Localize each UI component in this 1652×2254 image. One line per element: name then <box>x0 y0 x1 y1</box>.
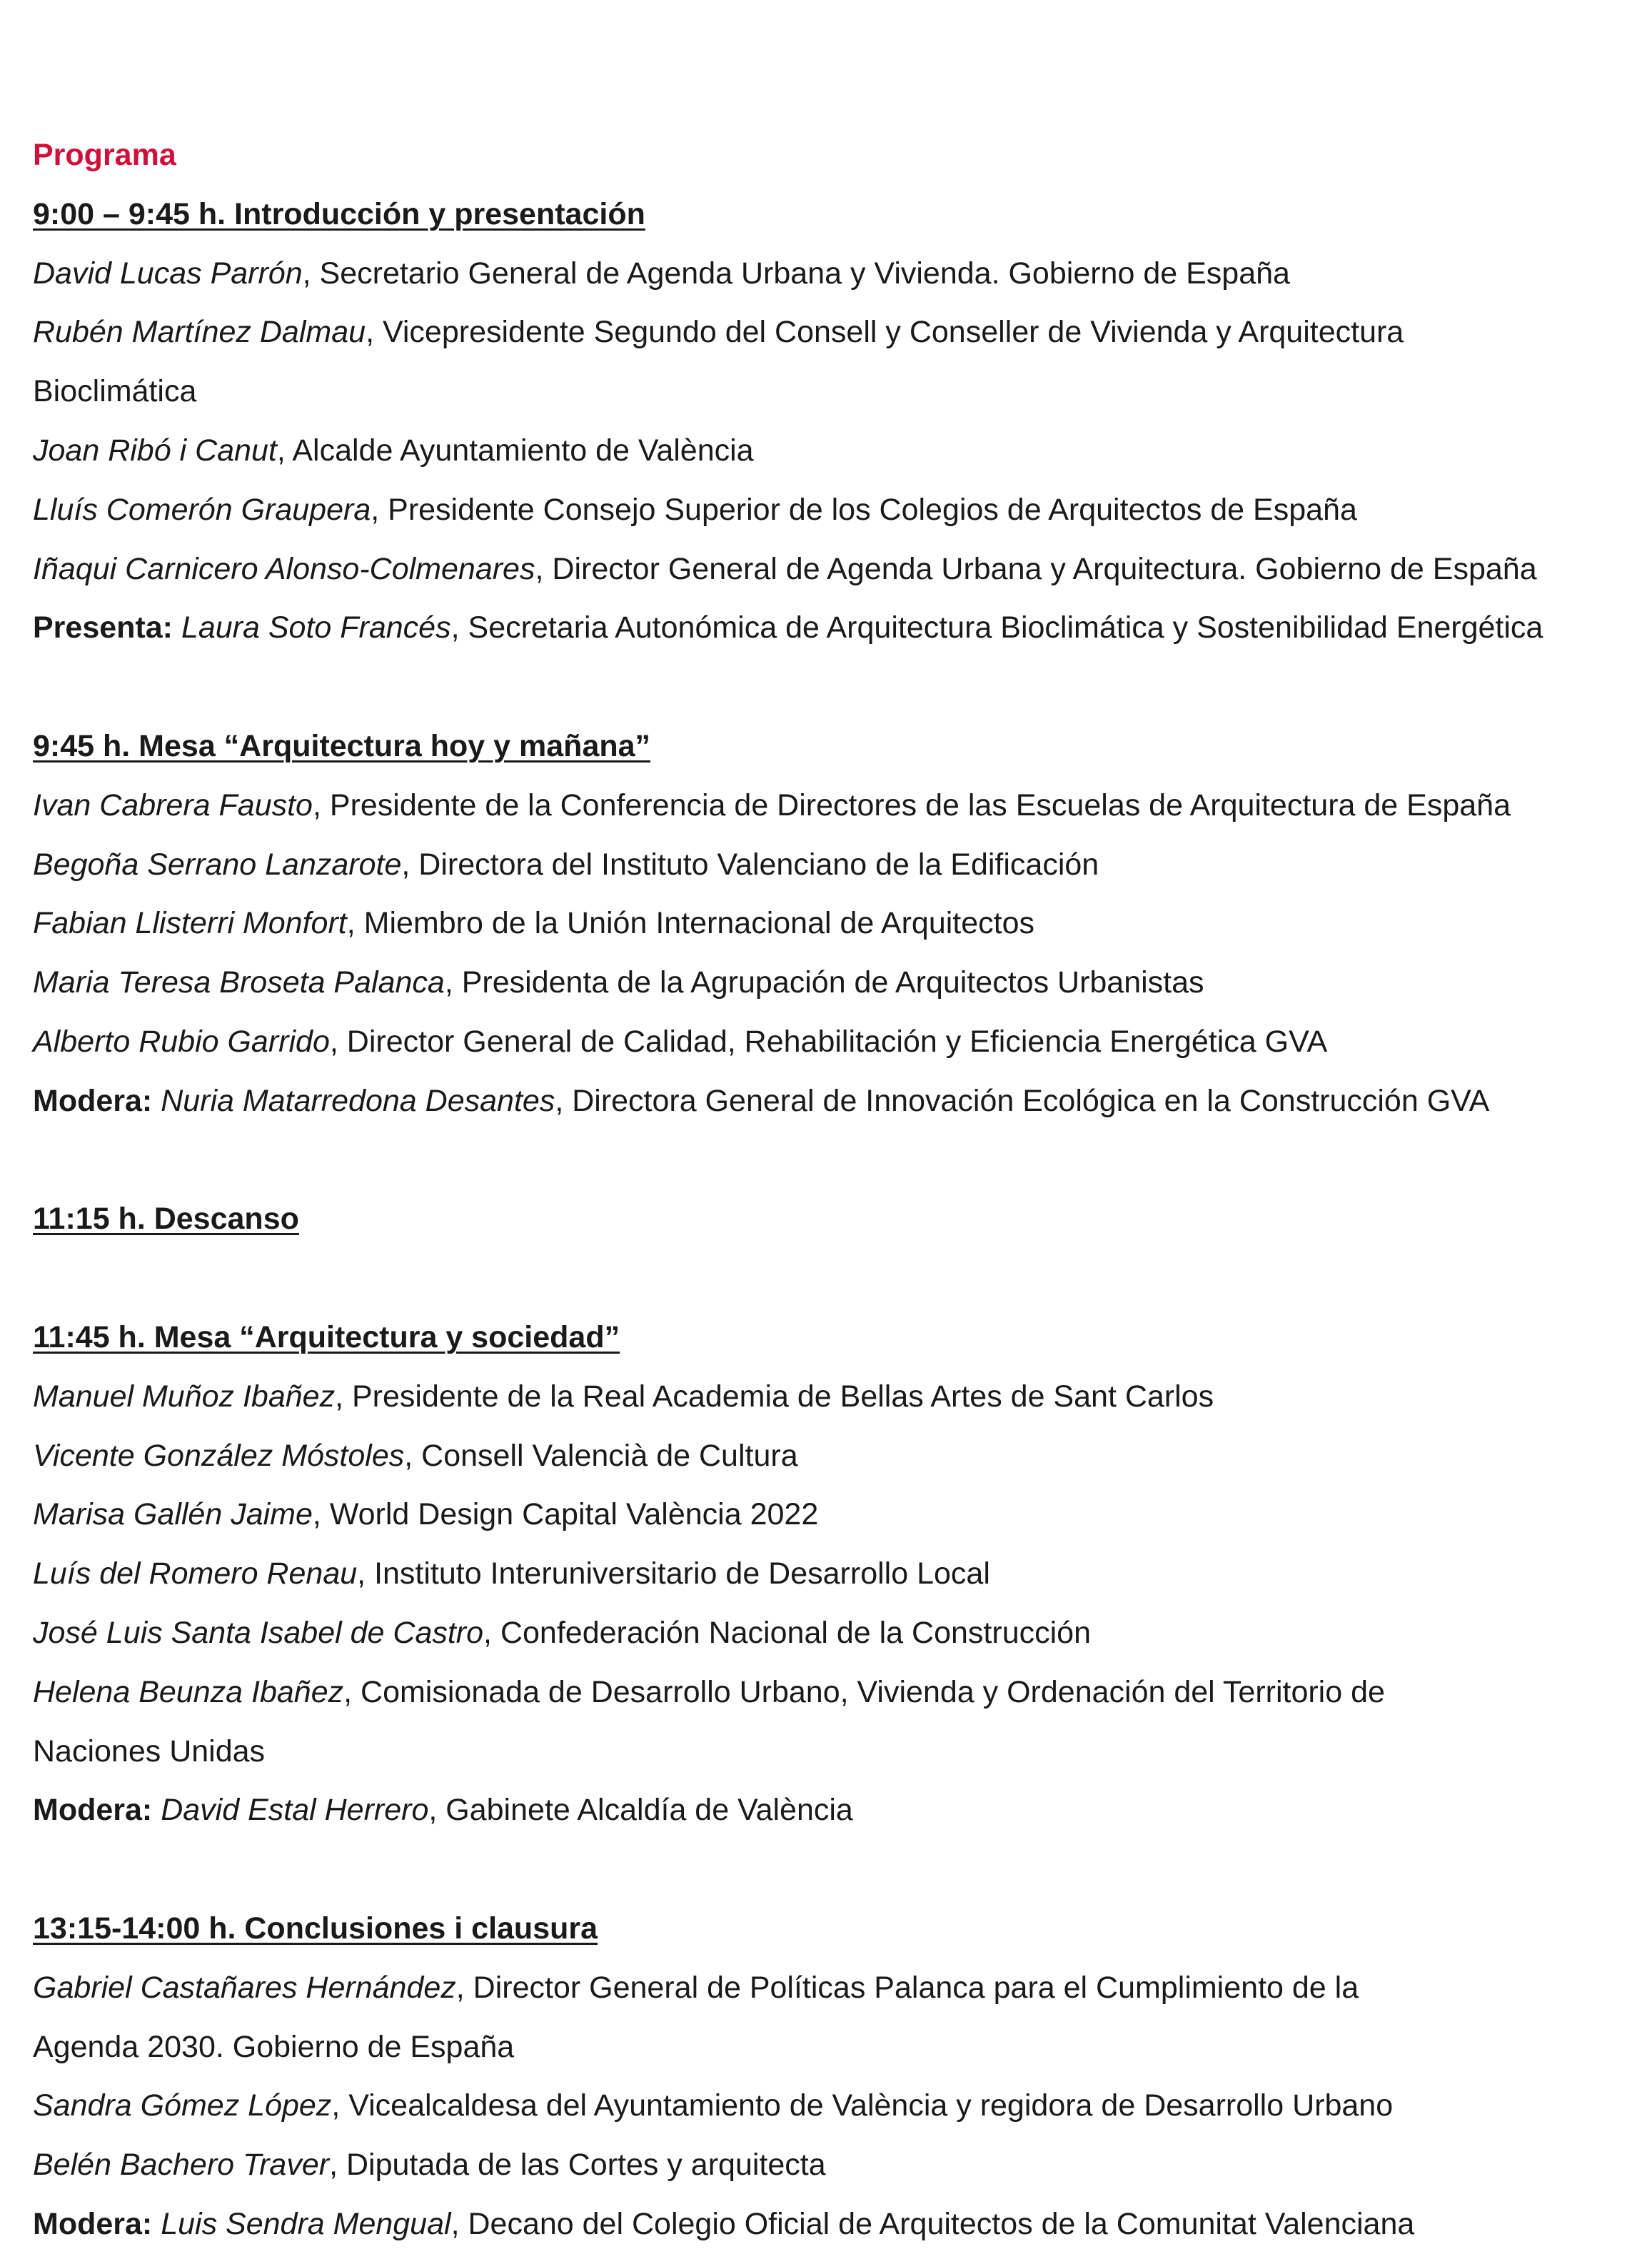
speaker-name: Gabriel Castañares Hernández <box>33 1970 456 2005</box>
speaker-entry: Vicente González Móstoles, Consell Valencià de Cultura <box>33 1438 798 1473</box>
speaker-role: Presidente de la Conferencia de Directores de las Escuelas de Arquitectura de España <box>329 788 1511 822</box>
speaker-name: Vicente González Móstoles <box>33 1438 405 1473</box>
moderator-label: Modera: <box>33 1793 153 1828</box>
section-heading: 11:15 h. Descanso <box>33 1202 299 1237</box>
speaker-entry: Lluís Comerón Graupera, Presidente Consejo Superior de los Colegios de Arquitectos de España <box>33 492 1357 527</box>
program-section-mesa-sociedad <box>33 1308 1632 1840</box>
speaker-role: Director General de Políticas Palanca para el Cumplimiento de la <box>473 1970 1359 2005</box>
speaker-role: Presidente de la Real Academia de Bellas Artes de Sant Carlos <box>352 1379 1214 1414</box>
speaker-entry: Iñaqui Carnicero Alonso-Colmenares, Director General de Agenda Urbana y Arquitectura. Gobierno de España <box>33 551 1537 586</box>
speaker-entry: David Lucas Parrón, Secretario General de Agenda Urbana y Vivienda. Gobierno de España <box>33 256 1290 291</box>
speaker-name: Laura Soto Francés <box>181 610 451 645</box>
speaker-name: Marisa Gallén Jaime <box>33 1497 313 1532</box>
speaker-name: Belén Bachero Traver <box>33 2148 330 2183</box>
speaker-entry: Alberto Rubio Garrido, Director General de Calidad, Rehabilitación y Eficiencia Energética GVA <box>33 1024 1328 1059</box>
speaker-name: Iñaqui Carnicero Alonso-Colmenares <box>33 551 535 586</box>
speaker-role: Consell Valencià de Cultura <box>421 1438 798 1473</box>
speaker-entry: Maria Teresa Broseta Palanca, Presidenta de la Agrupación de Arquitectos Urbanistas <box>33 965 1204 1000</box>
speaker-role: Miembro de la Unión Internacional de Arquitectos <box>363 906 1035 941</box>
speaker-role: Vicepresidente Segundo del Consell y Conseller de Vivienda y Arquitectura <box>382 315 1404 350</box>
moderator-label: Modera: <box>33 2206 153 2241</box>
speaker-role: Director General de Agenda Urbana y Arquitectura. Gobierno de España <box>552 551 1537 586</box>
speaker-name: Sandra Gómez López <box>33 2088 332 2123</box>
speaker-role: Directora del Instituto Valenciano de la Edificación <box>418 847 1099 882</box>
speaker-role: Instituto Interuniversitario de Desarrollo Local <box>374 1556 990 1591</box>
program-section-conclusiones <box>33 1899 1632 2254</box>
moderator-label: Modera: <box>33 1083 153 1118</box>
speaker-entry: Begoña Serrano Lanzarote, Directora del Instituto Valenciano de la Edificación <box>33 847 1099 882</box>
speaker-role: Vicealcaldesa del Ayuntamiento de València y regidora de Desarrollo Urbano <box>348 2088 1394 2123</box>
program-title: Programa <box>33 138 176 172</box>
speaker-entry: José Luis Santa Isabel de Castro, Confederación Nacional de la Construcción <box>33 1615 1091 1650</box>
program-section-descanso <box>33 1189 1632 1249</box>
presenter-entry: Presenta: Laura Soto Francés, Secretaria Autonómica de Arquitectura Bioclimática y Sostenibilidad Energética <box>33 610 1543 645</box>
speaker-entry: Rubén Martínez Dalmau, Vicepresidente Segundo del Consell y Conseller de Vivienda y Arquitectura <box>33 315 1404 350</box>
speaker-entry: Ivan Cabrera Fausto, Presidente de la Conferencia de Directores de las Escuelas de Arquitectura de España <box>33 788 1511 822</box>
program-section-introduccion <box>33 185 1632 658</box>
speaker-name: David Estal Herrero <box>161 1793 429 1828</box>
speaker-name: Fabian Llisterri Monfort <box>33 906 347 941</box>
speaker-name: Lluís Comerón Graupera <box>33 492 371 527</box>
speaker-role-continuation: Naciones Unidas <box>33 1734 266 1769</box>
speaker-name: Luís del Romero Renau <box>33 1556 358 1591</box>
speaker-role: Director General de Calidad, Rehabilitación y Eficiencia Energética GVA <box>346 1024 1328 1059</box>
section-heading: 11:45 h. Mesa “Arquitectura y sociedad” <box>33 1319 620 1354</box>
speaker-name: Rubén Martínez Dalmau <box>33 315 366 350</box>
section-heading: 9:45 h. Mesa “Arquitectura hoy y mañana” <box>33 728 651 763</box>
speaker-role: Gabinete Alcaldía de València <box>445 1793 853 1828</box>
speaker-name: Begoña Serrano Lanzarote <box>33 847 402 882</box>
moderator-entry: Modera: Luis Sendra Mengual, Decano del Colegio Oficial de Arquitectos de la Comunitat Valenciana <box>33 2206 1415 2241</box>
section-spacer <box>33 1131 1632 1190</box>
speaker-name: Manuel Muñoz Ibañez <box>33 1379 336 1414</box>
speaker-role: Decano del Colegio Oficial de Arquitectos de la Comunitat Valenciana <box>468 2206 1415 2241</box>
program-document <box>33 126 1632 2254</box>
speaker-role: Secretaria Autonómica de Arquitectura Bioclimática y Sostenibilidad Energética <box>468 610 1543 645</box>
speaker-role: Diputada de las Cortes y arquitecta <box>346 2148 826 2183</box>
speaker-entry: Helena Beunza Ibañez, Comisionada de Desarrollo Urbano, Vivienda y Ordenación del Territorio de <box>33 1674 1385 1709</box>
speaker-name: Nuria Matarredona Desantes <box>161 1083 555 1118</box>
section-spacer <box>33 658 1632 717</box>
section-heading: 9:00 – 9:45 h. Introducción y presentación <box>33 196 645 231</box>
section-spacer <box>33 1840 1632 1899</box>
speaker-entry: Joan Ribó i Canut, Alcalde Ayuntamiento de València <box>33 433 754 468</box>
speaker-entry: Manuel Muñoz Ibañez, Presidente de la Real Academia de Bellas Artes de Sant Carlos <box>33 1379 1214 1414</box>
speaker-name: Alberto Rubio Garrido <box>33 1024 330 1059</box>
section-spacer <box>33 1249 1632 1308</box>
speaker-name: David Lucas Parrón <box>33 256 303 291</box>
speaker-name: Joan Ribó i Canut <box>33 433 277 468</box>
program-section-mesa-hoy-manana <box>33 717 1632 1131</box>
speaker-name: Helena Beunza Ibañez <box>33 1674 344 1709</box>
speaker-role: Confederación Nacional de la Construcción <box>500 1615 1091 1650</box>
speaker-name: Luis Sendra Mengual <box>161 2206 451 2241</box>
speaker-name: José Luis Santa Isabel de Castro <box>33 1615 484 1650</box>
speaker-role: Alcalde Ayuntamiento de València <box>292 433 754 468</box>
presenter-label: Presenta: <box>33 610 173 645</box>
speaker-role: World Design Capital València 2022 <box>329 1497 819 1532</box>
speaker-entry: Luís del Romero Renau, Instituto Interuniversitario de Desarrollo Local <box>33 1556 990 1591</box>
speaker-role: Presidente Consejo Superior de los Colegios de Arquitectos de España <box>388 492 1357 527</box>
speaker-name: Maria Teresa Broseta Palanca <box>33 965 445 1000</box>
moderator-entry: Modera: Nuria Matarredona Desantes, Directora General de Innovación Ecológica en la Construcción GVA <box>33 1083 1490 1118</box>
speaker-role: Presidenta de la Agrupación de Arquitectos Urbanistas <box>461 965 1204 1000</box>
speaker-role: Secretario General de Agenda Urbana y Vivienda. Gobierno de España <box>319 256 1290 291</box>
moderator-entry: Modera: David Estal Herrero, Gabinete Alcaldía de València <box>33 1793 853 1828</box>
speaker-entry: Belén Bachero Traver, Diputada de las Cortes y arquitecta <box>33 2148 826 2183</box>
speaker-name: Ivan Cabrera Fausto <box>33 788 313 822</box>
speaker-entry: Fabian Llisterri Monfort, Miembro de la Unión Internacional de Arquitectos <box>33 906 1035 941</box>
speaker-entry: Marisa Gallén Jaime, World Design Capital València 2022 <box>33 1497 819 1532</box>
section-heading: 13:15-14:00 h. Conclusiones i clausura <box>33 1911 598 1946</box>
speaker-role-continuation: Bioclimática <box>33 374 197 409</box>
speaker-entry: Gabriel Castañares Hernández, Director General de Políticas Palanca para el Cumplimiento de la <box>33 1970 1359 2005</box>
speaker-role: Directora General de Innovación Ecológica en la Construcción GVA <box>572 1083 1490 1118</box>
speaker-role-continuation: Agenda 2030. Gobierno de España <box>33 2029 515 2064</box>
speaker-entry: Sandra Gómez López, Vicealcaldesa del Ayuntamiento de València y regidora de Desarrollo Urbano <box>33 2088 1394 2123</box>
speaker-role: Comisionada de Desarrollo Urbano, Vivienda y Ordenación del Territorio de <box>361 1674 1385 1709</box>
